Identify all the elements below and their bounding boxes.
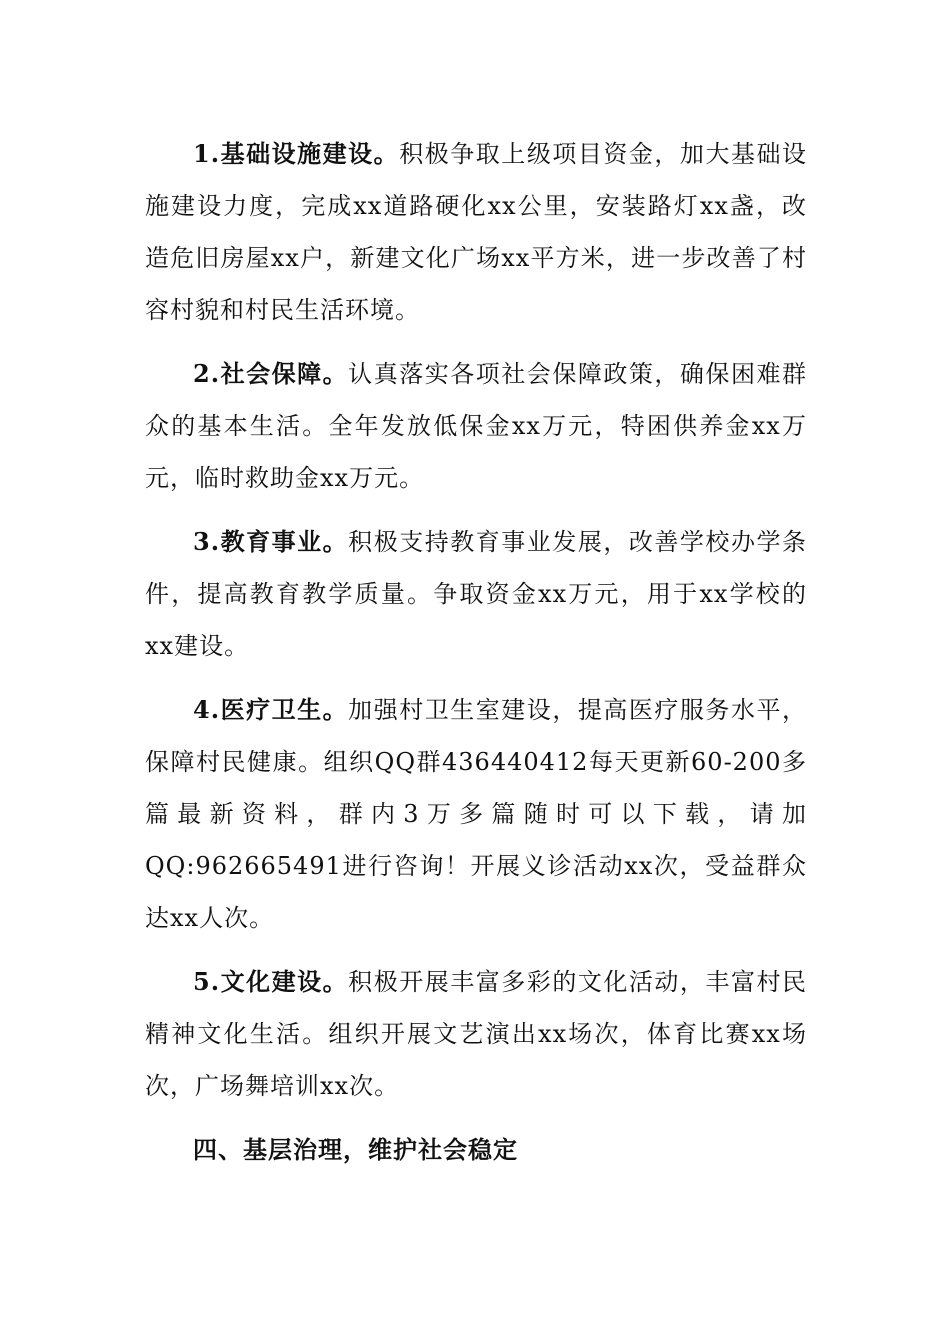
paragraph-heading: 2.社会保障。	[193, 359, 349, 388]
paragraph-text: 积极开展丰富多彩的文化活动，丰富村民精神文化生活。组织开展文艺演出xx场次，体育比赛xx场次，广场舞培训xx次。	[145, 968, 807, 1100]
paragraph-text: 加强村卫生室建设，提高医疗服务水平，保障村民健康。组织QQ群436440412每天更新60-200多篇最新资料，群内3万多篇随时可以下载，请加QQ:962665491进行咨询！开展义诊活动xx次，受益群众达xx人次。	[145, 696, 807, 932]
section-heading: 四、基层治理，维护社会稳定	[193, 1136, 518, 1164]
paragraph-text: 认真落实各项社会保障政策，确保困难群众的基本生活。全年发放低保金xx万元，特困供养金xx万元，临时救助金xx万元。	[145, 360, 807, 492]
paragraph-heading: 1.基础设施建设。	[193, 139, 400, 168]
paragraph-heading: 4.医疗卫生。	[193, 695, 349, 724]
paragraph-healthcare	[145, 684, 807, 944]
paragraph-text: 积极争取上级项目资金，加大基础设施建设力度，完成xx道路硬化xx公里，安装路灯xx盏，改造危旧房屋xx户，新建文化广场xx平方米，进一步改善了村容村貌和村民生活环境。	[145, 140, 808, 324]
paragraph-heading: 5.文化建设。	[193, 967, 349, 996]
paragraph-social-security	[145, 348, 807, 504]
paragraph-heading: 3.教育事业。	[193, 527, 349, 556]
paragraph-education	[145, 516, 807, 672]
paragraph-text: 积极支持教育事业发展，改善学校办学条件，提高教育教学质量。争取资金xx万元，用于xx学校的xx建设。	[145, 528, 807, 660]
paragraph-infrastructure	[145, 128, 807, 336]
document-body	[145, 128, 807, 1176]
paragraph-culture	[145, 956, 807, 1112]
